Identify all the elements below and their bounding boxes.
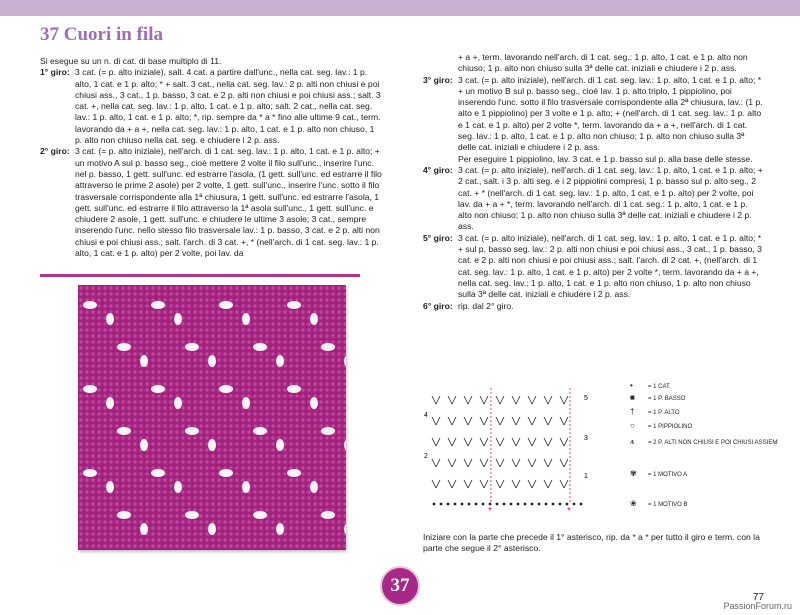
- swatch-hole: [310, 397, 318, 409]
- asterisk-start: *: [488, 506, 492, 517]
- watermark: PassionForum.ru: [723, 601, 792, 611]
- chart-stitch-symbol: [528, 459, 536, 467]
- swatch-hole: [83, 469, 97, 477]
- chain-dot: [454, 503, 457, 506]
- swatch-hole: [151, 385, 165, 393]
- chart-stitch-symbol: [496, 459, 504, 467]
- round-2: [40, 146, 382, 259]
- swatch-hole: [106, 481, 114, 493]
- chart-stitch-symbol: [544, 438, 552, 446]
- chart-stitch-symbol: [480, 396, 488, 404]
- crochet-diagram: [418, 380, 778, 520]
- chart-stitch-symbol: [464, 417, 472, 425]
- chart-stitch-symbol: [528, 417, 536, 425]
- swatch-hole: [208, 439, 216, 451]
- chain-dot: [496, 503, 499, 506]
- legend-label: = 1 MOTIVO B: [648, 502, 688, 508]
- chain-dot: [531, 503, 534, 506]
- round-text: 3 cat. (= p. alto iniziale), nell'arch. di 1 cat. seg. lav.: 1 p. alto, 1 cat. e 1 p. alto; * + sul p. basso seg. lav.: 2 p. alti non chiusi e poi chiusi ass., 3 cat., 1 p. basso, 3 cat. e 2 p. alti non chiusi e poi chiusi ass.; salt. l'arch. di 2 cat. +, (nell'arch. di 1 cat. seg. lav.: 1 p. alto, 1 cat. e 1 p. alto) per 2 volte *, term. lavorando da + a +, nella cat. seg. lav.: 1 p. alto, 1 cat. e 1 p. alto non chiuso, 1 p. alto non chiuso sulla 3ª delle cat. iniziali e chiudere i 2 p. ass.: [458, 232, 762, 300]
- chain-dot: [468, 503, 471, 506]
- chart-stitch-symbol: [464, 438, 472, 446]
- legend-label: = 1 MOTIVO A: [648, 472, 688, 478]
- round-text: rip. dal 2° giro.: [458, 300, 514, 311]
- chart-stitch-symbol: [512, 480, 520, 488]
- chain-dot: [524, 503, 527, 506]
- swatch-hole: [117, 427, 131, 435]
- swatch-hole: [151, 469, 165, 477]
- chain-dot: [440, 503, 443, 506]
- legend-label: = 1 PIPPIOLINO: [648, 424, 693, 430]
- legend-label: = 1 CAT.: [648, 384, 671, 390]
- legend-symbol-icon: ○: [630, 421, 635, 430]
- chart-stitch-symbol: [432, 438, 440, 446]
- swatch-hole: [106, 397, 114, 409]
- swatch-hole: [174, 481, 182, 493]
- legend-label: = 1 P. BASSO: [648, 396, 686, 402]
- swatch-hole: [185, 427, 199, 435]
- swatch-hole: [242, 313, 250, 325]
- swatch-hole: [185, 511, 199, 519]
- chart-stitch-symbol: [496, 480, 504, 488]
- legend-symbol-icon: ✾: [630, 469, 637, 478]
- chain-dot: [489, 503, 492, 506]
- swatch-hole: [276, 439, 284, 451]
- chart-stitch-symbol: [544, 396, 552, 404]
- chart-stitch-symbol: [560, 480, 568, 488]
- intro-text: Si esegue su un n. di cat. di base multiplo di 11.: [40, 56, 222, 66]
- top-banner: [0, 0, 800, 16]
- round-text: 3 cat. (= p. alto iniziale), salt. 4 cat. a partire dall'unc., nella cat. seg. lav.: 1 p. alto, 1 cat. e 1 p. alto; * + salt. 3 cat., nella cat. seg. lav.: 2 p. alti non chiusi e poi chiusi ass., 3 cat., 1 p. basso, 3 cat. e 2 p. alti non chiusi e poi chiusi ass.; salt. 3 cat. +, nella cat. seg. lav.: 1 p. alto, 1 cat. e 1 p. alto; salt. 2 cat., nella cat. seg. lav.: 1 p. alto, 1 cat. e 1 p. alto; *, rip. sempre da * a * fino alle ultime 9 cat., term. lavorando da + a +, nella cat. seg. lav.: 1 p. alto, 1 cat. e 1 p. alto non chiuso, 1 p. alto non chiuso nella cat. seg. e chiudere i 2 p. ass.: [75, 67, 381, 146]
- swatch-hole: [242, 481, 250, 493]
- chart-stitch-symbol: [512, 396, 520, 404]
- swatch-hole: [321, 427, 335, 435]
- round-1: [40, 67, 382, 146]
- swatch-hole: [321, 511, 335, 519]
- round-label: 1° giro:: [40, 67, 70, 78]
- swatch-hole: [287, 385, 301, 393]
- swatch-hole: [310, 481, 318, 493]
- swatch-hole: [219, 385, 233, 393]
- legend-symbol-icon: •: [630, 381, 633, 390]
- chain-dot: [482, 503, 485, 506]
- round-label: 2° giro:: [40, 146, 70, 157]
- chart-stitch-symbol: [528, 396, 536, 404]
- chain-dot: [559, 503, 562, 506]
- swatch-hole: [287, 301, 301, 309]
- chart-stitch-symbol: [480, 480, 488, 488]
- chart-stitch-symbol: [544, 459, 552, 467]
- legend-symbol-icon: ■: [630, 393, 635, 402]
- round-text: 3 cat. (= p. alto iniziale), nell'arch. di 1 cat. seg. lav.: 1 p. alto, 1 cat. e 1 p. alto; + 2 cat., salt. i 3 p. alti seg. e i 2 pippiolini compresi, 1 p. basso sul p. alto seg., 2 cat. + * (nell'arch. di 1 cat. seg. lav.: 1 p. alto, 1 cat. e 1 p. alto) per 2 volte, poi lav. da + a + *, term. lavorando nell'arch. di 1 cat. seg.: 1 p. alto, 1 cat. e 1 p. alto non chiuso; 1 p. alto non chiuso sulla 3ª delle cat. iniziali e chiudere i 2 p. ass.: [458, 164, 763, 232]
- chart-stitch-symbol: [448, 438, 456, 446]
- chart-stitch-symbol: [544, 480, 552, 488]
- chain-dot: [433, 503, 436, 506]
- legend-symbol-icon: ❀: [630, 499, 637, 508]
- chart-stitch-symbol: [448, 417, 456, 425]
- swatch-hole: [174, 397, 182, 409]
- chain-dot: [447, 503, 450, 506]
- chain-dot: [552, 503, 555, 506]
- chart-stitch-symbol: [528, 480, 536, 488]
- pattern-number-badge: 37: [380, 566, 420, 606]
- chain-dot: [580, 503, 583, 506]
- row-number-4: 4: [424, 412, 428, 419]
- chart-stitch-symbol: [512, 438, 520, 446]
- chart-stitch-symbol: [480, 459, 488, 467]
- swatch-hole: [83, 301, 97, 309]
- round-5: [423, 233, 763, 301]
- row-number-3: 3: [584, 435, 588, 442]
- asterisk-end: *: [567, 506, 571, 517]
- swatch-hole: [321, 343, 335, 351]
- swatch-hole: [310, 313, 318, 325]
- chart-stitch-symbol: [432, 417, 440, 425]
- continued-text: + a +, term. lavorando nell'arch. di 1 cat. seg.: 1 p. alto, 1 cat. e 1 p. alto non chiuso; 1 p. alto non chiuso sulla 3ª delle cat. iniziali e chiudere i 2 p. ass.: [458, 52, 748, 74]
- swatch-hole: [219, 469, 233, 477]
- chain-dot: [517, 503, 520, 506]
- chart-stitch-symbol: [560, 396, 568, 404]
- round-label: 3° giro:: [423, 74, 453, 85]
- chart-stitch-symbol: [480, 417, 488, 425]
- swatch-hole: [242, 397, 250, 409]
- chain-dot: [475, 503, 478, 506]
- swatch-hole: [174, 313, 182, 325]
- swatch-hole: [287, 469, 301, 477]
- legend-label: = 1 P. ALTO: [648, 410, 680, 416]
- chart-stitch-symbol: [480, 438, 488, 446]
- chart-stitch-symbol: [432, 396, 440, 404]
- chain-dot: [461, 503, 464, 506]
- swatch-hole: [253, 427, 267, 435]
- diagram-caption: Iniziare con la parte che precede il 1° asterisco, rip. da * a * per tutto il giro e term. con la parte che segue il 2° asterisco.: [423, 531, 760, 554]
- swatch-hole: [140, 355, 148, 367]
- chain-dot: [538, 503, 541, 506]
- swatch-hole: [117, 511, 131, 519]
- legend-symbol-icon: †: [630, 407, 635, 416]
- swatch-hole: [151, 301, 165, 309]
- chain-dot: [566, 503, 569, 506]
- chart-stitch-symbol: [448, 396, 456, 404]
- chart-stitch-symbol: [464, 459, 472, 467]
- pippiolino-note: Per eseguire 1 pippiolino, lav. 3 cat. e 1 p. basso sul p. alla base delle stesse.: [458, 153, 753, 164]
- round-label: 6° giro:: [423, 300, 453, 311]
- chart-stitch-symbol: [496, 396, 504, 404]
- chart-stitch-symbol: [496, 438, 504, 446]
- chain-dot: [545, 503, 548, 506]
- swatch-hole: [219, 301, 233, 309]
- page-number: 77: [752, 592, 764, 603]
- chart-stitch-symbol: [496, 417, 504, 425]
- crochet-swatch-photo: [78, 285, 346, 550]
- swatch-hole: [253, 343, 267, 351]
- right-text-column: [423, 52, 763, 312]
- swatch-hole: [117, 343, 131, 351]
- round-3: [423, 75, 763, 165]
- row-number-1: 1: [584, 473, 588, 480]
- chart-stitch-symbol: [432, 459, 440, 467]
- swatch-hole: [276, 355, 284, 367]
- swatch-hole: [140, 439, 148, 451]
- round-label: 5° giro:: [423, 232, 453, 243]
- chart-stitch-symbol: [512, 417, 520, 425]
- swatch-hole: [276, 523, 284, 535]
- swatch-hole: [185, 343, 199, 351]
- round-label: 4° giro:: [423, 164, 453, 175]
- legend-symbol-icon: ⩚: [630, 437, 635, 446]
- row-number-2: 2: [424, 453, 428, 460]
- round-text: 3 cat. (= p. alto iniziale), nell'arch. di 1 cat. seg. lav.: 1 p. alto, 1 cat. e 1 p. alto; + un motivo A sul p. basso seg., cioè mettere 2 volte il filo sull'unc., inserire l'unc. nel p. basso, 1 gett. sull'unc. ed estrarre l'asola, (1 gett. sull'unc. ed estrarre il filo attraverso le prime 2 asole) per 2 volte, 1 gett. sull'unc., inserire l'unc. sotto il filo trasversale corrispondente alla 1ª chiusura, 1 gett. sull'unc. ed estrarre l'asola, 1 gett. sull'unc. ed estrarre il filo attraverso la 1ª asola sull'unc., 1 gett. sull'unc. e chiudere 2 asole, 1 gett. sull'unc. e chiudere le ultime 3 asole; 3 cat., sempre inserendo l'unc. nello stesso filo trasversale lav.: 1 p. basso, 3 cat. e 2 p. alti non chiusi e poi chiusi ass.; salt. l'arch. di 3 cat. +, * (nell'arch. di 1 cat. seg. lav.: 1 p. alto, 1 cat. e 1 p. alto) per 2 volte, poi lav. da: [75, 146, 382, 259]
- round-text-body: 3 cat. (= p. alto iniziale), nell'arch. di 1 cat. seg. lav.: 1 p. alto, 1 cat. e 1 p. alto; * + un motivo B sul p. basso seg., cioè lav. 1 p. alto triplo, 1 pippiolino, poi inserendo l'unc. sotto il filo trasversale corrispondente alla 2ª chiusura, lav.: (1 p. alto e 1 pippiolino) per 3 volte e 1 p. alto; + (nell'arch. di 1 cat. seg. lav.: 1 p. alto e 1 cat. e 1 p. alto) per 2 volte *, term. lavorando da + a +, nell'arch. di 1 cat. seg. lav.: 1 p. alto, 1 cat. e 1 p. alto non chiuso; 1 p. alto non chiuso sulla 3ª delle cat. iniziali e chiudere i 2 p. ass.: [458, 74, 763, 153]
- divider-yarn-line: [40, 274, 360, 277]
- legend-label: = 2 P. ALTI NON CHIUSI E POI CHIUSI ASSIEME: [648, 440, 778, 446]
- chart-stitch-symbol: [512, 459, 520, 467]
- row-number-5: 5: [584, 395, 588, 402]
- swatch-hole: [253, 511, 267, 519]
- chart-stitch-symbol: [560, 417, 568, 425]
- chart-stitch-symbol: [560, 438, 568, 446]
- chart-stitch-symbol: [432, 480, 440, 488]
- swatch-hole: [83, 385, 97, 393]
- swatch-hole: [140, 523, 148, 535]
- chart-stitch-symbol: [464, 480, 472, 488]
- chart-stitch-symbol: [544, 417, 552, 425]
- chart-stitch-symbol: [448, 459, 456, 467]
- chain-dot: [510, 503, 513, 506]
- chart-stitch-symbol: [560, 459, 568, 467]
- chain-dot: [503, 503, 506, 506]
- swatch-hole: [208, 355, 216, 367]
- chain-dot: [573, 503, 576, 506]
- pattern-title: 37 Cuori in fila: [40, 24, 163, 45]
- swatch-hole: [208, 523, 216, 535]
- round-6: [423, 301, 763, 312]
- left-text-column: [40, 56, 382, 259]
- round-text: [458, 75, 763, 165]
- round-4: [423, 165, 763, 233]
- chart-stitch-symbol: [528, 438, 536, 446]
- swatch-hole: [106, 313, 114, 325]
- chart-stitch-symbol: [464, 396, 472, 404]
- chart-stitch-symbol: [448, 480, 456, 488]
